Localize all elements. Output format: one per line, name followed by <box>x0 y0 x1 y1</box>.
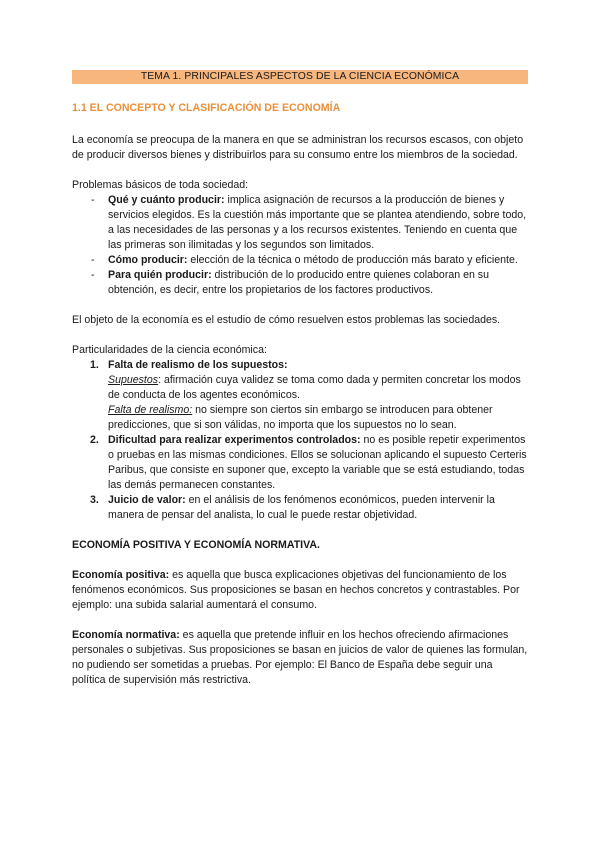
particularidades-list <box>72 358 528 523</box>
document-page <box>72 70 528 688</box>
item-term: Para quién producir: <box>108 269 212 281</box>
item-number: 3. <box>90 494 99 506</box>
dash-bullet: - <box>91 194 95 206</box>
list-item <box>72 193 528 253</box>
positiva-paragraph <box>72 568 528 613</box>
intro-paragraph: La economía se preocupa de la manera en que se administran los recursos escasos, con objeto de producir diversos bienes y distribuirlos para su consumo entre los miembros de la sociedad. <box>72 134 524 161</box>
list-item <box>72 358 528 433</box>
item-number: 2. <box>90 434 99 446</box>
list-item <box>72 268 528 298</box>
list-item <box>72 433 528 493</box>
positiva-normativa-heading: ECONOMÍA POSITIVA Y ECONOMÍA NORMATIVA. <box>72 539 320 551</box>
section-title: 1.1 EL CONCEPTO Y CLASIFICACIÓN DE ECONOMÍA <box>72 102 341 114</box>
positiva-text: es aquella que busca explicaciones objetivas del funcionamiento de los fenómenos económicos. Sus proposiciones se basan en hechos concretos y contrastables. Por ejemplo: una subida salarial aumentará el consumo. <box>72 569 520 611</box>
problemas-heading: Problemas básicos de toda sociedad: <box>72 179 249 191</box>
list-item <box>72 493 528 523</box>
item-text: distribución de lo producido entre quienes colaboran en su obtención, es decir, entre los propietarios de los factores productivos. <box>108 269 489 296</box>
falta-realismo-text: no siempre son ciertos sin embargo se introducen para obtener predicciones, que si son válidas, no importa que los supuestos no lo sean. <box>108 404 493 431</box>
normativa-paragraph <box>72 628 528 688</box>
normativa-text: es aquella que pretende influir en los hechos ofreciendo afirmaciones personales o subjetivas. Sus proposiciones se basan en juicios de valor de quienes las formulan, no pudiendo ser sometidas a pruebas. Por ejemplo: El Banco de España debe seguir una política de supervisión más restrictiva. <box>72 629 528 686</box>
item-text: elección de la técnica o método de producción más barato y eficiente. <box>187 254 518 266</box>
item-term: Qué y cuánto producir: <box>108 194 225 206</box>
tema-header: TEMA 1. PRINCIPALES ASPECTOS DE LA CIENCIA ECONÓMICA <box>72 70 528 84</box>
item-term: Dificultad para realizar experimentos controlados: <box>108 434 361 446</box>
normativa-term: Economía normativa: <box>72 629 180 641</box>
item-text: implica asignación de recursos a la producción de bienes y servicios elegidos. Es la cuestión más importante que se plantea atendiendo, sobre todo, a las necesidades de las personas y a los recursos existentes. Teniendo en cuenta que las primeras son ilimitadas y los segundos son limitados. <box>108 194 527 251</box>
problemas-list <box>72 193 528 298</box>
dash-bullet: - <box>91 254 95 266</box>
item-number: 1. <box>90 359 99 371</box>
dash-bullet: - <box>91 269 95 281</box>
particularidades-heading: Particularidades de la ciencia económica: <box>72 344 267 356</box>
list-item <box>72 253 528 268</box>
objeto-paragraph: El objeto de la economía es el estudio de cómo resuelven estos problemas las sociedades. <box>72 314 501 326</box>
item-text: en el análisis de los fenómenos económicos, pueden intervenir la manera de pensar del analista, lo cual le puede restar objetividad. <box>108 494 495 521</box>
positiva-term: Economía positiva: <box>72 569 170 581</box>
supuestos-text: : afirmación cuya validez se toma como dada y permiten concretar los modos de conducta de los agentes económicos. <box>108 374 521 401</box>
falta-realismo-label: Falta de realismo: <box>108 404 193 416</box>
supuestos-label: Supuestos <box>108 374 159 386</box>
item-term: Falta de realismo de los supuestos: <box>108 359 288 371</box>
item-term: Cómo producir: <box>108 254 188 266</box>
item-term: Juicio de valor: <box>108 494 186 506</box>
item-text: no es posible repetir experimentos o pruebas en las mismas condiciones. Ellos se solucionan aplicando el supuesto Certeris Paribus, que consiste en suponer que, excepto la variable que se está estudiando, todas las demás permanecen constantes. <box>108 434 527 491</box>
